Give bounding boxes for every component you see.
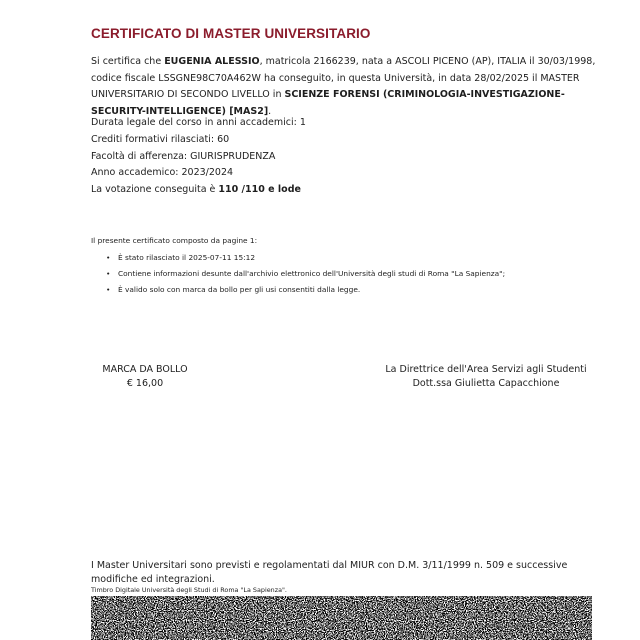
note-issued: • È stato rilasciato il 2025-07-11 15:12 — [106, 250, 505, 266]
intro-text-1: Si certifica che — [91, 56, 165, 67]
course-credits: Crediti formativi rilasciati: 60 — [91, 133, 230, 145]
final-grade — [91, 182, 306, 199]
academic-year: Anno accademico: 2023/2024 — [91, 167, 234, 179]
note-source: • Contiene informazioni desunte dall'archivio elettronico dell'Università degli studi di Roma "La Sapienza"; — [106, 266, 505, 282]
revenue-stamp-block — [85, 363, 205, 391]
certificate-notes-list — [106, 250, 505, 298]
intro-text-3: . — [268, 105, 272, 117]
legal-footer-note: I Master Universitari sono previsti e regolamentati dal MIUR con D.M. 3/11/1999 n. 509 e successive modifiche ed integrazioni. — [91, 560, 568, 585]
revenue-stamp-amount: € 16,00 — [126, 378, 164, 389]
course-facts — [91, 115, 306, 199]
signature-block — [376, 363, 596, 391]
note-validity: • È valido solo con marca da bollo per gli usi consentiti dalla legge. — [106, 282, 505, 298]
course-name: SCIENZE FORENSI (CRIMINOLOGIA-INVESTIGAZIONE-SECURITY-INTELLIGENCE) [MAS2] — [91, 89, 565, 117]
intro-text-2: , matricola 2166239, nata a ASCOLI PICENO (AP), ITALIA il 30/03/1998, codice fiscale LSSGNE98C70A462W ha conseguito, in questa Università, in data 28/02/2025 il MASTER UNIVERSITARIO DI SECONDO LIVELLO in — [91, 56, 596, 100]
digital-stamp-label: Timbro Digitale Università degli Studi di Roma "La Sapienza". — [91, 586, 287, 594]
director-name: Dott.ssa Giulietta Capacchione — [412, 378, 560, 389]
director-role: La Direttrice dell'Area Servizi agli Studenti — [385, 364, 587, 375]
digital-seal-barcode — [91, 596, 592, 640]
course-duration: Durata legale del corso in anni accademici: 1 — [91, 117, 306, 128]
course-faculty: Facoltà di afferenza: GIURISPRUDENZA — [91, 150, 276, 162]
revenue-stamp-label: MARCA DA BOLLO — [102, 364, 188, 375]
certificate-title: CERTIFICATO DI MASTER UNIVERSITARIO — [91, 26, 371, 41]
grade-label: La votazione conseguita è — [91, 184, 219, 196]
certificate-intro — [91, 54, 611, 120]
grade-value: 110 /110 e lode — [218, 184, 301, 196]
student-name: EUGENIA ALESSIO — [164, 56, 260, 67]
pages-note: Il presente certificato composto da pagine 1: — [91, 236, 258, 245]
